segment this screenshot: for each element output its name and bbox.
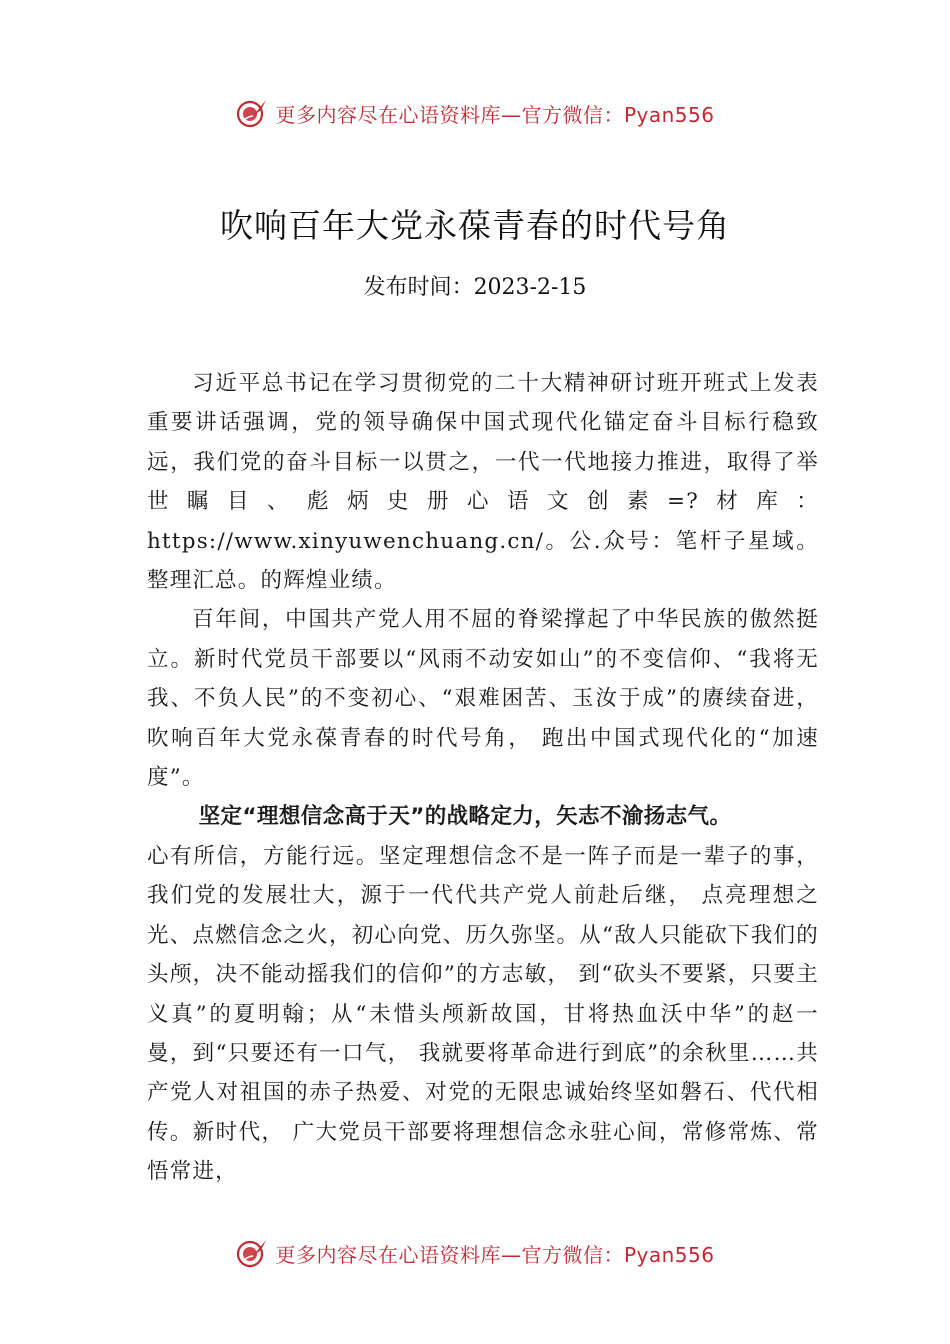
article-body	[147, 364, 819, 1192]
section-heading: 坚定“理想信念高于天”的战略定力，矢志不渝扬志气。	[198, 804, 732, 830]
section-body: 心有所信，方能行远。坚定理想信念不是一阵子而是一辈子的事，我们党的发展壮大，源于一代代共产党人前赴后继， 点亮理想之光、点燃信念之火，初心向党、历久弥坚。从“敌人只能砍下我们的头颅，决不能动摇我们的信仰”的方志敏， 到“砍头不要紧，只要主义真”的夏明翰；从“未惜头颅新故国，甘将热血沃中华”的赵一曼，到“只要还有一口气， 我就要将革命进行到底”的余秋里……共产党人对祖国的赤子热爱、对党的无限忠诚始终坚如磐石、代代相传。新时代， 广大党员干部要将理想信念永驻心间，常修常炼、常悟常进，	[147, 843, 819, 1185]
quill-logo-icon	[235, 96, 269, 130]
footer-banner	[0, 1236, 950, 1270]
publish-date: 发布时间：2023-2-15	[363, 275, 587, 300]
paragraph-1: 习近平总书记在学习贯彻党的二十大精神研讨班开班式上发表重要讲话强调，党的领导确保中国式现代化锚定奋斗目标行稳致远，我们党的奋斗目标一以贯之，一代一代地接力推进，取得了举世瞩目、彪炳史册心语文创素=?材库：https://www.xinyuwenchuang.cn/。公.众号：笔杆子星域。整理汇总。的辉煌业绩。	[147, 371, 819, 594]
quill-logo-icon	[235, 1236, 269, 1270]
banner-text: 更多内容尽在心语资料库—官方微信：Pyan556	[275, 1242, 715, 1267]
header-banner	[0, 96, 950, 130]
paragraph-2: 百年间，中国共产党人用不屈的脊梁撑起了中华民族的傲然挺立。新时代党员干部要以“风雨不动安如山”的不变信仰、“我将无我、不负人民”的不变初心、“艰难困苦、玉汝于成”的赓续奋进，吹响百年大党永葆青春的时代号角， 跑出中国式现代化的“加速度”。	[147, 607, 819, 791]
banner-text: 更多内容尽在心语资料库—官方微信：Pyan556	[275, 102, 715, 127]
page-title: 吹响百年大党永葆青春的时代号角	[220, 206, 730, 245]
